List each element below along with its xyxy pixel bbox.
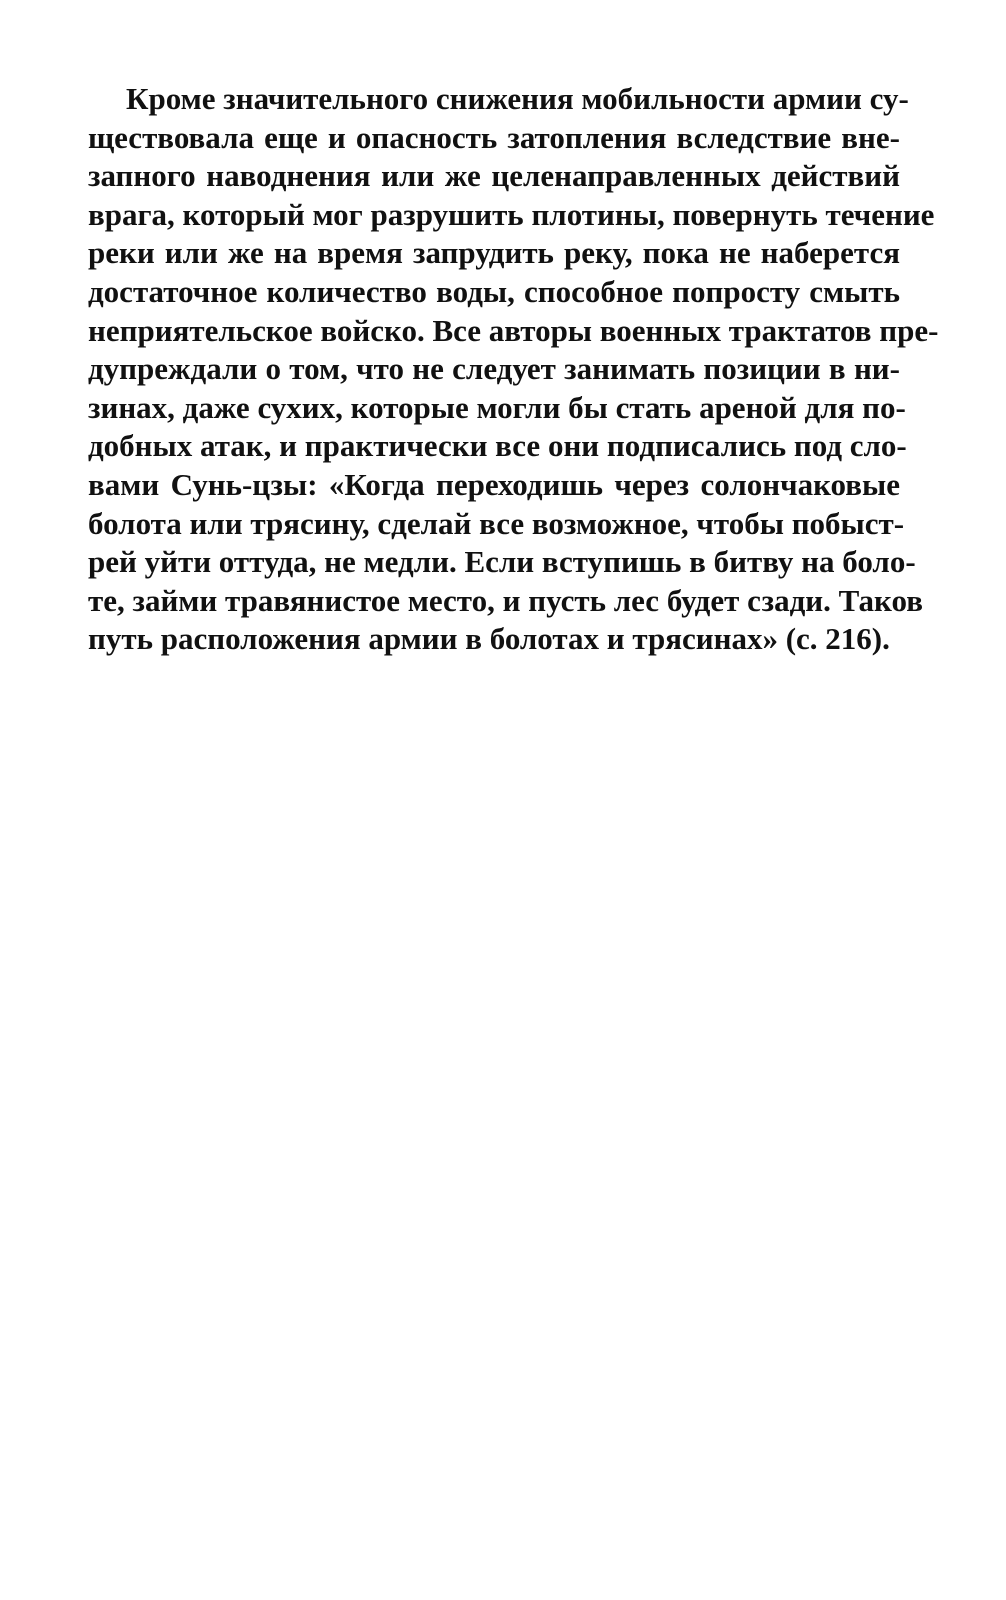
paragraph-line: рей уйти оттуда, не медли. Если вступишь в битву на боло- bbox=[88, 544, 916, 580]
paragraph-line: путь расположения армии в болотах и трясинах» (с. 216). bbox=[88, 621, 890, 657]
paragraph-line: Кроме значительного снижения мобильности армии су- bbox=[126, 81, 909, 116]
body-paragraph bbox=[88, 80, 939, 659]
paragraph-line: реки или же на время запрудить реку, пока не наберется bbox=[88, 235, 900, 271]
paragraph-line: зинах, даже сухих, которые могли бы стать ареной для по- bbox=[88, 389, 906, 425]
paragraph-line: неприятельское войско. Все авторы военных трактатов пре- bbox=[88, 312, 939, 348]
paragraph-line: врага, который мог разрушить плотины, повернуть течение bbox=[88, 196, 935, 232]
paragraph-line: те, займи травянистое место, и пусть лес будет сзади. Таков bbox=[88, 582, 923, 618]
paragraph-line: добных атак, и практически все они подписались под сло- bbox=[88, 428, 907, 464]
paragraph-line: дупреждали о том, что не следует занимать позиции в ни- bbox=[88, 351, 900, 387]
paragraph-line: достаточное количество воды, способное попросту смыть bbox=[88, 273, 900, 309]
paragraph-line: болота или трясину, сделай все возможное, чтобы побыст- bbox=[88, 505, 905, 541]
paragraph-line: ществовала еще и опасность затопления вследствие вне- bbox=[88, 119, 900, 155]
paragraph-line: вами Сунь-цзы: «Когда переходишь через солончаковые bbox=[88, 466, 900, 502]
paragraph-line: запного наводнения или же целенаправленных действий bbox=[88, 158, 900, 194]
